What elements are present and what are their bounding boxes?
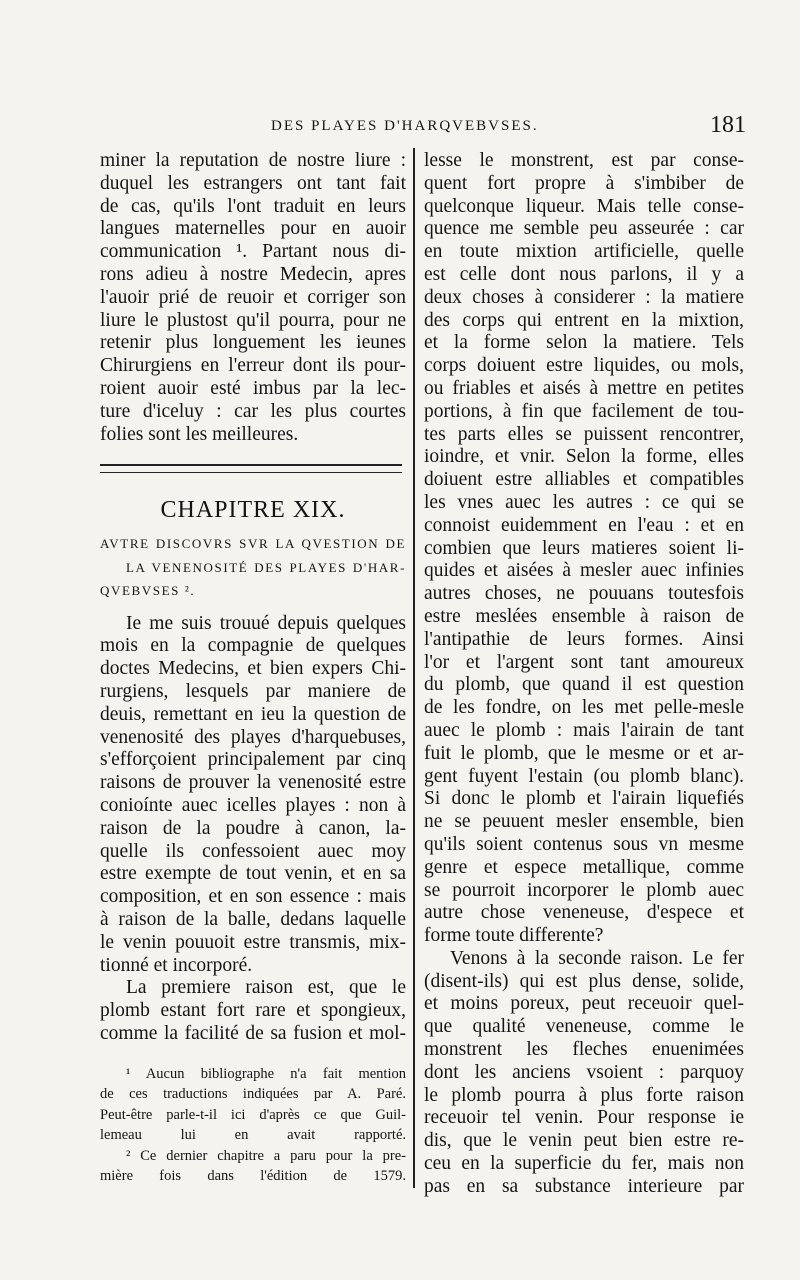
text-line: autres choses, ne pouuans toutesfois	[424, 583, 744, 605]
text-line: s'efforçoient principalement par cinq	[100, 749, 406, 771]
body-paragraph	[100, 977, 406, 1045]
right-column	[424, 150, 744, 1199]
text-line: Chirurgiens en l'erreur dont ils pour-	[100, 355, 406, 377]
text-line: deuis, remettant en ieu la question de	[100, 703, 406, 725]
text-line: tionné et incorporé.	[100, 954, 253, 976]
text-line: de les fondre, on les met pelle-mesle	[424, 697, 744, 719]
text-line: deux choses à considerer : la matiere	[424, 286, 744, 308]
text-line: forme toute differente?	[424, 925, 604, 947]
text-line: ne se peuuent mesler ensemble, bien	[424, 811, 744, 833]
text-line: auec le plomb : mais l'airain de tant	[424, 719, 744, 741]
text-line: mière fois dans l'édition de 1579.	[100, 1168, 406, 1185]
text-line: que qualité veneneuse, comme le	[424, 1016, 744, 1038]
body-paragraph	[424, 150, 744, 948]
text-line: l'or et l'argent sont tant amoureux	[424, 651, 744, 673]
text-line: quelconque liqueur. Mais telle conse-	[424, 195, 744, 217]
text-line: QVEBVSES ².	[100, 583, 196, 599]
text-line: conioínte auec icelles playes : non à	[100, 795, 406, 817]
text-line: du plomb, que quand il est question	[424, 674, 744, 696]
left-column	[100, 150, 406, 1187]
text-line: de cas, qu'ils l'ont traduit en leurs	[100, 195, 406, 217]
text-line: fuit le plomb, que le mesme or et ar-	[424, 742, 744, 764]
text-line: roient auoir esté imbus par la lec-	[100, 377, 406, 399]
text-line: les vnes auec les autres : ce qui se	[424, 491, 744, 513]
text-line: quides et aisées à mesler auec infinies	[424, 560, 744, 582]
text-line: combien que leurs matieres soient li-	[424, 537, 744, 559]
text-line: et la forme selon la matiere. Tels	[424, 332, 744, 354]
body-paragraph	[424, 948, 744, 1199]
text-line: genre et espece metallique, comme	[424, 856, 744, 878]
text-line: autre chose veneneuse, d'espece et	[424, 902, 744, 924]
text-line: ceu en la superficie du fer, mais non	[424, 1153, 744, 1175]
footnotes	[100, 1064, 406, 1187]
text-line: ioindre, et vnir. Selon la forme, elles	[424, 446, 744, 468]
text-line: qu'ils soient contenus sous vn mesme	[424, 833, 744, 855]
text-line: ou friables et aisés à mettre en petites	[424, 377, 744, 399]
text-line: miner la reputation de nostre liure :	[100, 150, 406, 171]
body-paragraph	[100, 613, 406, 978]
running-title: DES PLAYES D'HARQVEBVSES.	[271, 118, 539, 134]
text-line: gent fuyent l'estain (ou plomb blanc).	[424, 765, 744, 787]
text-line: estre exempte de tout venin, et en sa	[100, 863, 406, 885]
chapter-subtitle	[100, 532, 406, 603]
text-line: Venons à la seconde raison. Le fer	[450, 947, 744, 969]
text-line: lesse le monstrent, est par conse-	[424, 150, 744, 171]
text-line: ¹ Aucun bibliographe n'a fait mention	[126, 1065, 406, 1082]
text-line: Peut-être parle-t-il ici d'après ce que Guil-	[100, 1106, 406, 1123]
text-line: doiuent estre alliables et compatibles	[424, 469, 744, 491]
text-line: portions, à fin que facilement de tou-	[424, 400, 744, 422]
text-line: raisons de prouver la venenosité estre	[100, 772, 406, 794]
text-line: se pourroit incorporer le plomb auec	[424, 879, 744, 901]
text-line: dis, que le venin peut bien estre re-	[424, 1130, 744, 1152]
text-line: en toute mixtion artificielle, quelle	[424, 241, 744, 263]
text-line: langues maternelles pour en auoir	[100, 218, 406, 240]
text-line: rurgiens, lesquels par maniere de	[100, 681, 406, 703]
text-line: doctes Medecins, et bien expers Chi-	[100, 658, 406, 680]
text-line: l'auoir prié de reuoir et corriger son	[100, 286, 406, 308]
text-line: raison de la poudre à canon, la-	[100, 817, 406, 839]
text-line: retenir plus longuement les ieunes	[100, 332, 406, 354]
column-divider	[413, 148, 415, 1188]
text-line: ² Ce dernier chapitre a paru pour la pre-	[126, 1147, 406, 1164]
text-line: LA VENENOSITÉ DES PLAYES D'HAR-	[126, 559, 406, 575]
text-line: rons adieu à nostre Medecin, apres	[100, 263, 406, 285]
text-line: receuoir tel venin. Pour response ie	[424, 1107, 744, 1129]
text-line: connoist euidemment en l'eau : et en	[424, 514, 744, 536]
text-line: des corps qui entrent en la mixtion,	[424, 309, 744, 331]
text-line: plomb estant fort rare et spongieux,	[100, 1000, 406, 1022]
text-line: est celle dont nous parlons, il y a	[424, 263, 744, 285]
text-line: comme la facilité de sa fusion et mol-	[100, 1023, 406, 1044]
text-line: quelle ils confessoient auec moy	[100, 840, 406, 862]
text-line: l'antipathie de leurs formes. Ainsi	[424, 628, 744, 650]
text-line: à raison de la balle, dedans laquelle	[100, 909, 406, 931]
chapter-title: CHAPITRE XIX.	[160, 497, 346, 524]
text-line: dont les anciens vsoient : parquoy	[424, 1061, 744, 1083]
text-line: tes parts elles se puissent rencontrer,	[424, 423, 744, 445]
text-line: (disent-ils) qui est plus dense, solide,	[424, 970, 744, 992]
text-line: liure le plustost qu'il pourra, pour ne	[100, 309, 406, 331]
text-line: duquel les estrangers ont tant fait	[100, 172, 406, 194]
text-line: quence me semble peu asseurée : car	[424, 218, 744, 240]
text-line: Ie me suis trouué depuis quelques	[126, 612, 406, 634]
chapter-rule	[100, 464, 402, 473]
page-number: 181	[710, 112, 746, 138]
text-line: le plomb pourra à plus forte raison	[424, 1084, 744, 1106]
text-line: AVTRE DISCOVRS SVR LA QVESTION DE	[100, 536, 406, 552]
text-line: corps doiuent estre liquides, ou mols,	[424, 355, 744, 377]
text-line: pas en sa substance interieure par	[424, 1175, 744, 1197]
text-line: monstrent les fleches enuenimées	[424, 1039, 744, 1061]
text-line: quent fort propre à s'imbiber de	[424, 172, 744, 194]
text-line: venenosité des playes d'harquebuses,	[100, 726, 406, 748]
opening-paragraph	[100, 150, 406, 446]
text-line: lemeau lui en avait rapporté.	[100, 1127, 406, 1144]
text-line: Si donc le plomb et l'airain liquefiés	[424, 788, 744, 810]
text-line: le venin pouuoit estre transmis, mix-	[100, 931, 406, 953]
text-line: ture d'iceluy : car les plus courtes	[100, 400, 406, 422]
text-line: estre meslées ensemble à raison de	[424, 605, 744, 627]
text-line: communication ¹. Partant nous di-	[100, 241, 406, 263]
text-line: folies sont les meilleures.	[100, 423, 299, 445]
text-line: La premiere raison est, que le	[126, 977, 406, 999]
text-line: mois en la compagnie de quelques	[100, 635, 406, 657]
text-line: de ces traductions indiquées par A. Paré.	[100, 1086, 406, 1103]
running-head	[96, 112, 746, 148]
text-line: et moins poreux, peut receuoir quel-	[424, 993, 744, 1015]
text-line: composition, et en son essence : mais	[100, 886, 406, 908]
